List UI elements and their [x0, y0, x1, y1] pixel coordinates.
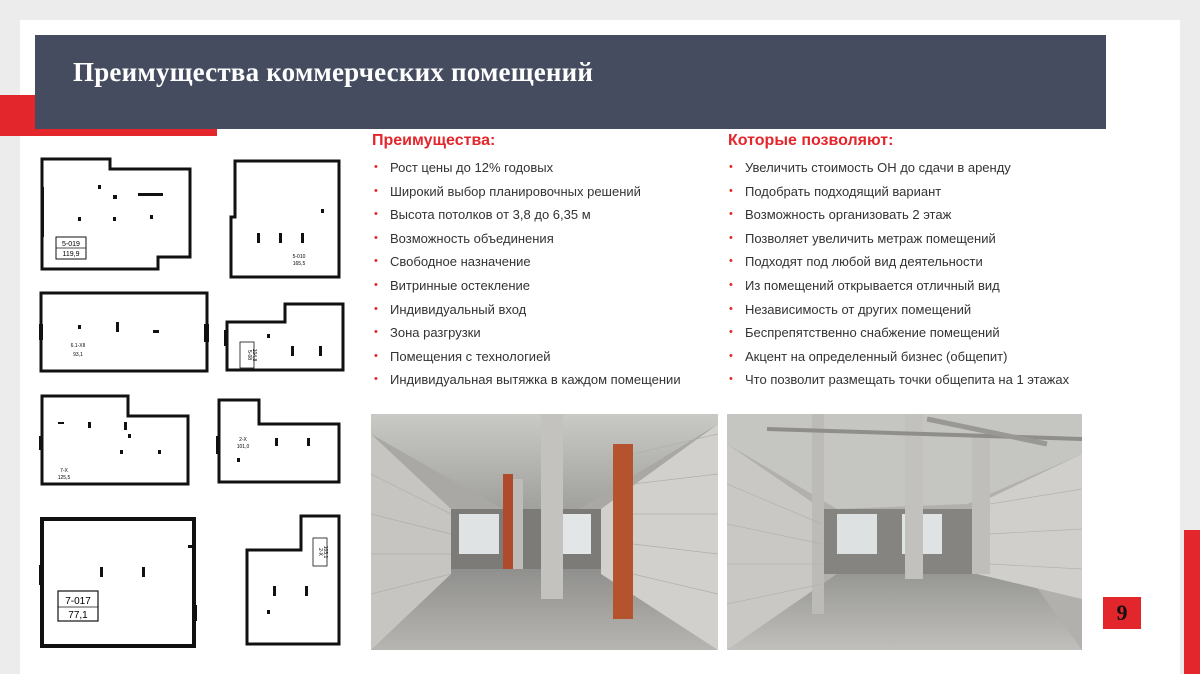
list-item: • Рост цены до 12% годовых [372, 156, 681, 180]
floor-plan-5-019 [38, 157, 195, 273]
plan-area: 93,1 [73, 352, 83, 358]
plan-code: 5-08 [246, 349, 252, 361]
plan-area: 119,9 [62, 251, 80, 258]
floor-plan-5-08 [223, 302, 346, 374]
list-item: • Зона разгрузки [372, 321, 681, 345]
plan-code: 2-Х [317, 548, 323, 556]
list-item: • Свободное назначение [372, 250, 681, 274]
advantages-title: Преимущества: [372, 132, 496, 149]
list-item: • Позволяет увеличить метраж помещений [727, 227, 1069, 251]
plan-code: 7-017 [65, 596, 91, 607]
plan-code: 5-010 [292, 254, 306, 260]
page-number: 9 [1103, 597, 1141, 629]
floor-plan-7-017 [38, 515, 198, 650]
benefits-list [727, 156, 1069, 392]
plan-code: 6.1-XII [70, 343, 86, 349]
plan-area: 101,0 [236, 444, 250, 450]
list-item: • Высота потолков от 3,8 до 6,35 м [372, 203, 681, 227]
list-item: • Акцент на определенный бизнес (общепит) [727, 345, 1069, 369]
plan-area: 104,8 [251, 348, 257, 362]
floor-plan-2-x-101 [215, 396, 345, 486]
interior-photo-left [371, 414, 718, 650]
list-item: • Возможность объединения [372, 227, 681, 251]
plan-area: 103,1 [322, 545, 328, 559]
floor-plan-5-010 [227, 157, 343, 281]
list-item: • Возможность организовать 2 этаж [727, 203, 1069, 227]
slide-title: Преимущества коммерческих помещений [73, 57, 594, 87]
list-item: • Беспрепятственно снабжение помещений [727, 321, 1069, 345]
list-item: • Независимость от других помещений [727, 298, 1069, 322]
interior-photo-right [727, 414, 1082, 650]
list-item: • Широкий выбор планировочных решений [372, 180, 681, 204]
floor-plan-2-x-103 [243, 510, 343, 650]
list-item: • Увеличить стоимость ОН до сдачи в аренду [727, 156, 1069, 180]
list-item: • Индивидуальная вытяжка в каждом помещении [372, 368, 681, 392]
plan-code: 2-Х [239, 437, 247, 443]
floor-plan-7-x [38, 392, 193, 488]
list-item: • Что позволит размещать точки общепита на 1 этажах [727, 368, 1069, 392]
plan-area: 77,1 [68, 610, 88, 621]
advantages-list [372, 156, 681, 392]
plan-code: 5-019 [62, 241, 80, 248]
accent-strip-right [1184, 530, 1200, 674]
list-item: • Помещения с технологией [372, 345, 681, 369]
plan-area: 165,5 [292, 261, 306, 267]
list-item: • Индивидуальный вход [372, 298, 681, 322]
header-bar [35, 35, 1106, 129]
list-item: • Витринные остекление [372, 274, 681, 298]
floor-plan-6-1-xii [38, 290, 210, 374]
list-item: • Подобрать подходящий вариант [727, 180, 1069, 204]
benefits-title: Которые позволяют: [728, 132, 894, 149]
plan-code: 7-Х [60, 468, 68, 474]
list-item: • Из помещений открывается отличный вид [727, 274, 1069, 298]
plan-area: 125,5 [57, 475, 71, 481]
list-item: • Подходят под любой вид деятельности [727, 250, 1069, 274]
